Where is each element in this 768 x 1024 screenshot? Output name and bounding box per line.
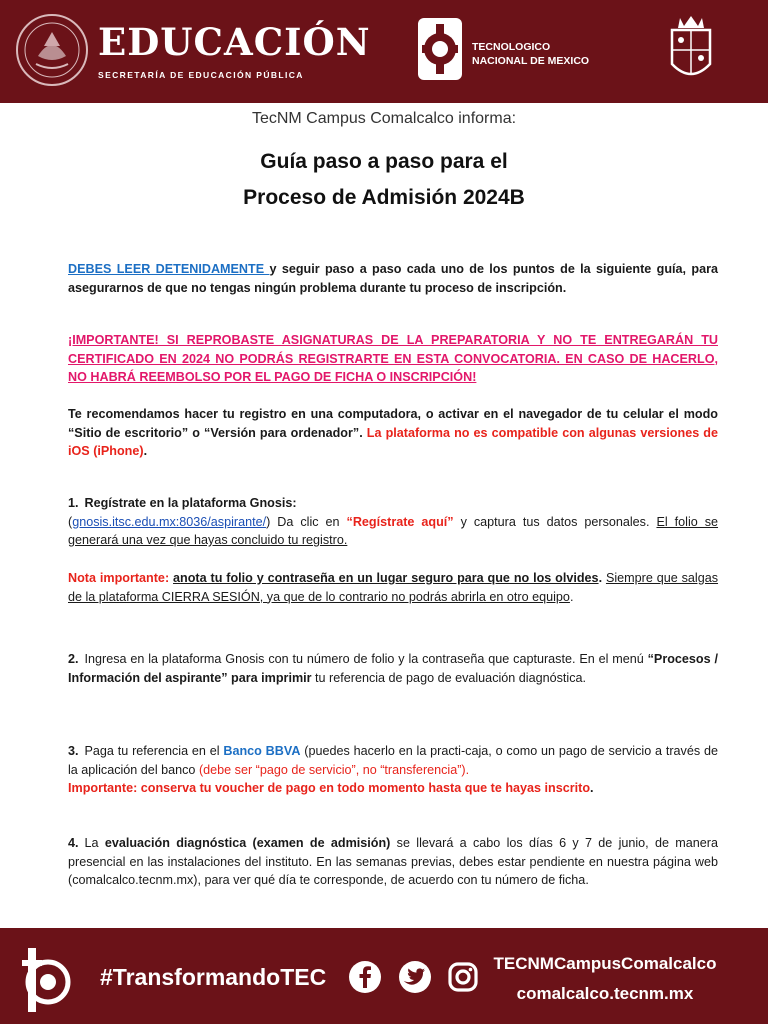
title-line-1: Guía paso a paso para el	[260, 150, 508, 173]
intro-text: TecNM Campus Comalcalco informa:	[251, 110, 517, 127]
note-label: Nota importante:	[68, 571, 170, 585]
logout-reminder: Siempre que salgas de la plataforma CIERRA SESIÓN, ya que de lo contrario no podrás abrirla en otro equipo	[68, 571, 719, 604]
note-end: .	[569, 589, 574, 604]
page-footer	[0, 928, 768, 1024]
step-1-text-2: y captura tus datos personales.	[453, 514, 657, 529]
document-title	[0, 144, 768, 216]
step-4	[68, 834, 718, 890]
step-2-number: 2.	[68, 652, 79, 666]
read-carefully-emphasis: DEBES LEER DETENIDAMENTE	[68, 262, 270, 276]
step-3-text-1: Paga tu referencia en el	[84, 744, 224, 758]
institution-line-1: TECNOLOGICO	[472, 41, 551, 53]
register-here-highlight: “Regístrate aquí”	[346, 514, 454, 529]
step-2-text-1: Ingresa en la plataforma Gnosis con tu número de folio y la contraseña que capturaste. En el menú	[84, 652, 648, 666]
folio-note: El folio se generará una vez que hayas concluido tu registro.	[68, 514, 719, 547]
instagram-icon[interactable]	[446, 960, 480, 994]
step-1	[68, 494, 718, 550]
footer-hashtag: #TransformandoTEC	[100, 964, 327, 990]
step-3-end: .	[590, 781, 594, 795]
footer-website[interactable]: comalcalco.tecnm.mx	[516, 984, 694, 1003]
step-2	[68, 650, 718, 687]
step-3-text-2: (puedes hacerlo en la practi-caja, o como un pago de servicio a través de la aplicación del banco	[68, 744, 718, 777]
footer-social-handle: TECNMCampusComalcalco	[493, 954, 717, 973]
facebook-icon[interactable]	[348, 960, 382, 994]
institution-name	[472, 40, 589, 68]
recommendation-end: .	[143, 444, 148, 458]
step-1-heading: Regístrate en la plataforma Gnosis:	[84, 496, 297, 510]
step-2-text-2: tu referencia de pago de evaluación diagnóstica.	[311, 670, 587, 685]
recommendation-paragraph	[68, 405, 718, 461]
step-4-number: 4.	[68, 836, 79, 850]
step-1-text-1: Da clic en	[270, 514, 347, 529]
read-carefully-text: y seguir paso a paso cada uno de los puntos de la siguiente guía, para asegurarnos de que no tengas ningún problema durante tu proceso de inscripción.	[68, 262, 718, 295]
header-subtitle: SECRETARÍA DE EDUCACIÓN PÚBLICA	[98, 70, 304, 80]
exam-name: evaluación diagnóstica (examen de admisión)	[104, 836, 391, 850]
mexico-seal-icon	[14, 12, 90, 88]
institution-line-2: NACIONAL DE MEXICO	[472, 55, 590, 67]
step-3-number: 3.	[68, 744, 79, 758]
step-1-number: 1.	[68, 496, 79, 510]
tecnm-gear-icon	[414, 14, 466, 84]
title-line-2: Proceso de Admisión 2024B	[243, 186, 525, 209]
bank-name: Banco BBVA	[223, 744, 301, 758]
state-crest-icon	[664, 12, 718, 92]
note-emphasis: anota tu folio y contraseña en un lugar seguro para que no los olvides	[173, 571, 599, 585]
step-1-paren-open: (	[68, 514, 73, 529]
gnosis-link[interactable]: gnosis.itsc.edu.mx:8036/aspirante/	[72, 514, 267, 529]
page-header	[0, 0, 768, 103]
step-2-menu-path: “Procesos / Información del aspirante” para imprimir	[68, 652, 718, 685]
step-4-text-2: se llevará a cabo los días 6 y 7 de junio, de manera presencial en las instalaciones del instituto. En las semanas previas, debes estar pendiente en nuestra página web (comalcalco.tecnm.mx), para ver qué día te corresponde, de acuerdo con tu número de ficha.	[68, 836, 718, 887]
twitter-icon[interactable]	[398, 960, 432, 994]
header-title: EDUCACIÓN	[98, 20, 371, 64]
recommendation-text: Te recomendamos hacer tu registro en una computadora, o activar en el navegador de tu celular el modo “Sitio de escritorio” o “Versión para ordenador”.	[68, 407, 718, 440]
ios-warning: La plataforma no es compatible con algunas versiones de iOS (iPhone)	[68, 425, 718, 458]
important-warning: ¡IMPORTANTE! SI REPROBASTE ASIGNATURAS DE LA PREPARATORIA Y NO TE ENTREGARÁN TU CERTIFICADO EN 2024 NO PODRÁS REGISTRARTE EN ESTA CONVOCATORIA. EN CASO DE HACERLO, NO HABRÁ REEMBOLSO POR EL PAGO DE FICHA O INSCRIPCIÓN!	[68, 333, 718, 384]
step-3	[68, 742, 718, 798]
read-carefully-paragraph	[68, 260, 718, 297]
important-note	[68, 569, 718, 606]
tecnm-campus-logo-icon	[18, 942, 74, 1020]
payment-type-note: (debe ser “pago de servicio”, no “transferencia”).	[198, 762, 470, 777]
step-4-text-1: La	[84, 836, 105, 850]
step-1-paren-close: )	[266, 514, 271, 529]
note-dot: .	[598, 571, 603, 585]
voucher-warning: Importante: conserva tu voucher de pago en todo momento hasta que te hayas inscrito	[68, 781, 591, 795]
